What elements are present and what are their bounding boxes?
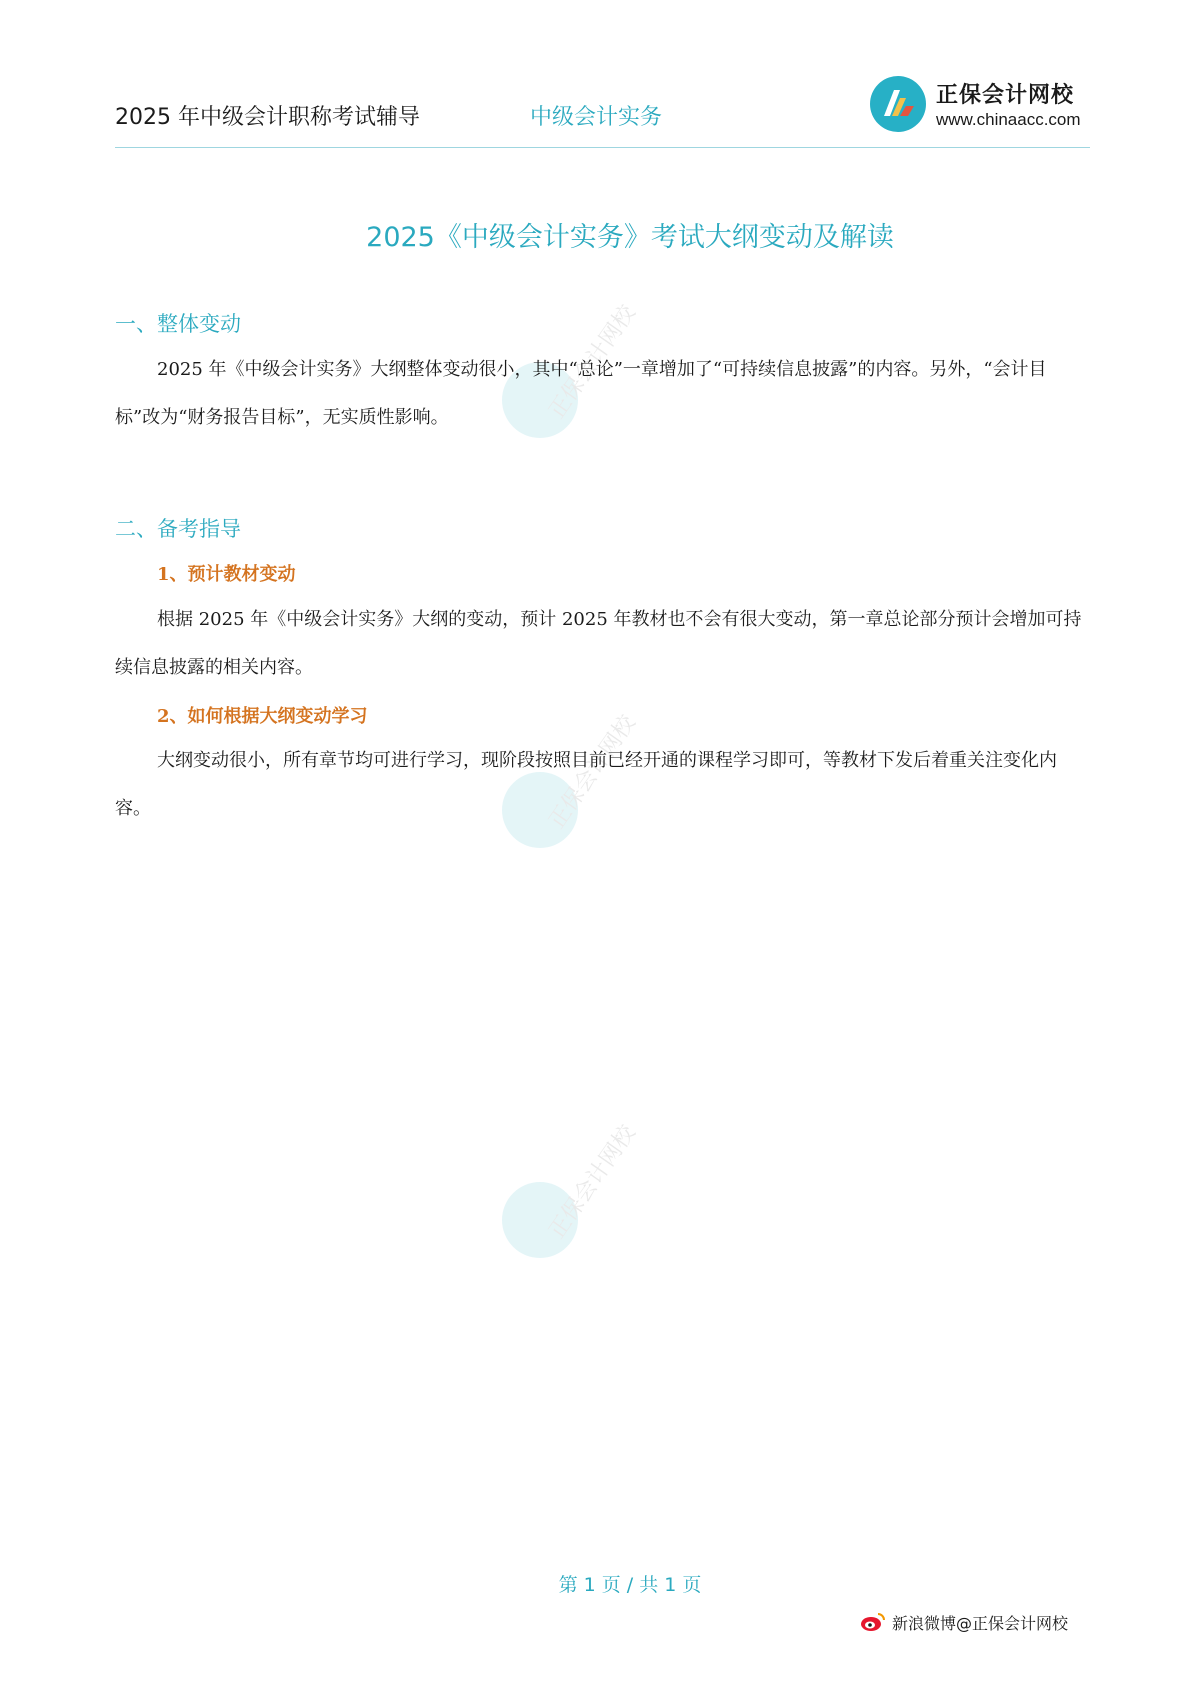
page-header: [115, 72, 1090, 148]
logo-name: 正保会计网校: [936, 83, 1075, 108]
section-paragraph-overall-changes: 2025 年《中级会计实务》大纲整体变动很小，其中“总论”一章增加了“可持续信息披露”的内容。另外，“会计目标”改为“财务报告目标”，无实质性影响。: [115, 359, 1047, 428]
svg-text:正保会计网校: 正保会计网校: [544, 300, 641, 424]
logo-url: www.chinaacc.com: [936, 110, 1081, 129]
section-heading-exam-guidance: 二、备考指导: [115, 517, 241, 541]
brand-logo: [870, 72, 1090, 138]
weibo-icon: [860, 1611, 886, 1633]
logo-emblem-icon: [870, 76, 926, 132]
document-title: 2025《中级会计实务》考试大纲变动及解读: [366, 222, 894, 253]
svg-text:正保会计网校: 正保会计网校: [544, 1120, 641, 1244]
subheading-how-to-study: 2、如何根据大纲变动学习: [157, 706, 368, 727]
page-indicator: 第 1 页 / 共 1 页: [558, 1574, 702, 1596]
paragraph-textbook-changes: 根据 2025 年《中级会计实务》大纲的变动，预计 2025 年教材也不会有很大变动，第一章总论部分预计会增加可持续信息披露的相关内容。: [115, 609, 1082, 678]
header-subject: 中级会计实务: [530, 105, 663, 130]
watermark-logo-icon: [500, 1120, 650, 1270]
paragraph-how-to-study: 大纲变动很小，所有章节均可进行学习，现阶段按照目前已经开通的课程学习即可，等教材下发后着重关注变化内容。: [115, 750, 1057, 819]
section-heading-overall-changes: 一、整体变动: [115, 312, 241, 336]
subheading-textbook-changes: 1、预计教材变动: [157, 564, 296, 585]
weibo-account: 新浪微博@正保会计网校: [892, 1614, 1069, 1633]
svg-text:正保会计网校: 正保会计网校: [544, 710, 641, 834]
header-exam-title: 2025 年中级会计职称考试辅导: [115, 105, 420, 130]
